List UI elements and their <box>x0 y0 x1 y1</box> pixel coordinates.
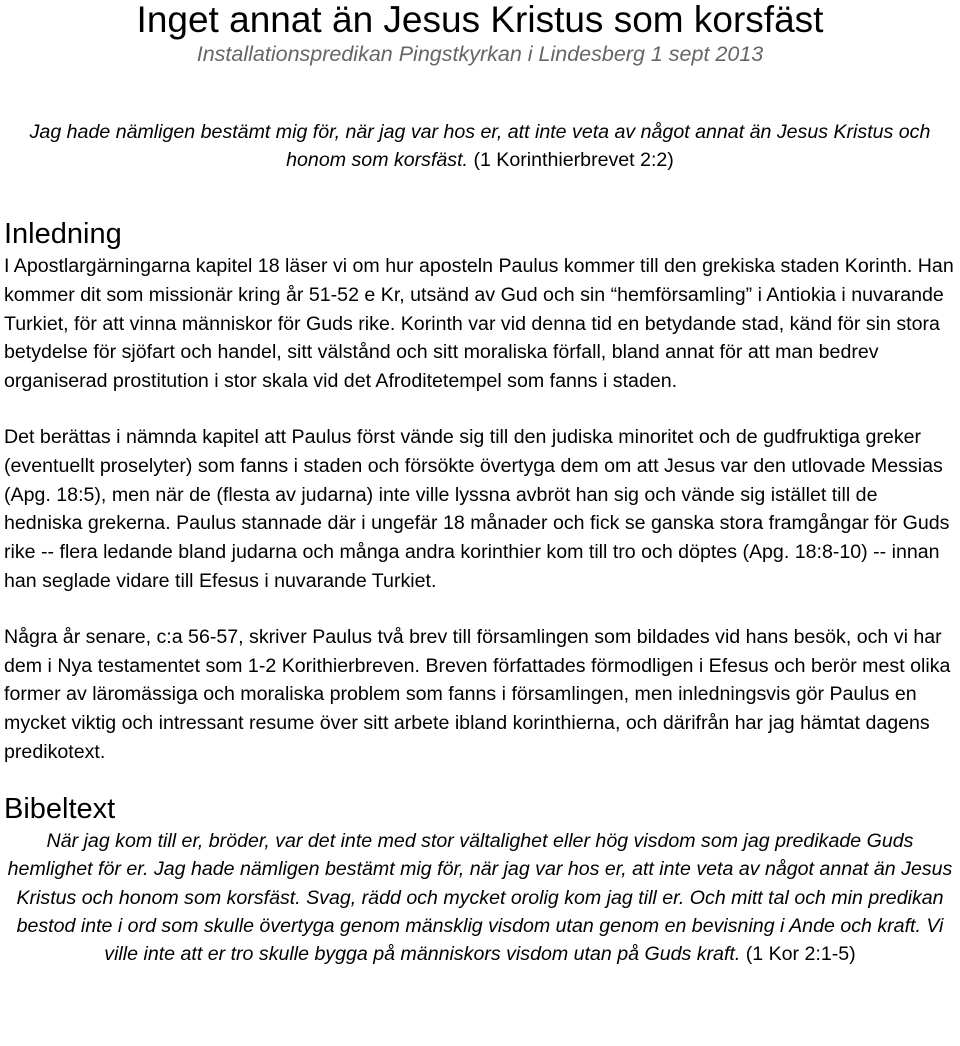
paragraph: Några år senare, c:a 56-57, skriver Paulus två brev till församlingen som bildades vid hans besök, och vi har dem i Nya testamentet som 1-2 Korithierbreven. Breven författades förmodligen i Efesus och berör mest olika former av läromässiga och moraliska problem som fanns i församlingen, men inledningsvis gör Paulus en mycket viktig och intressant resume över sitt arbete ibland korinthierna, och därifrån har jag hämtat dagens predikotext. <box>4 625 951 763</box>
paragraph: Det berättas i nämnda kapitel att Paulus först vände sig till den judiska minoritet och de gudfruktiga greker (eventuellt proselyter) som fanns i staden och försökte övertyga dem om att Jesus var den utlovade Messias (Apg. 18:5), men när de (flesta av judarna) inte ville lyssna avbröt han sig och vände sig istället till de hedniska grekerna. Paulus stannade där i ungefär 18 månader och fick se ganska stora framgångar för Guds rike -- flera ledande bland judarna och många andra korinthier kom till tro och döptes (Apg. 18:8-10) -- innan han seglade vidare till Efesus i nuvarande Turkiet. <box>4 425 950 592</box>
bible-passage <box>4 827 956 969</box>
epigraph <box>24 118 936 174</box>
section-heading-bibeltext: Bibeltext <box>4 792 116 825</box>
paragraph: I Apostlargärningarna kapitel 18 läser vi om hur aposteln Paulus kommer till den grekiska staden Korinth. Han kommer dit som missionär kring år 51-52 e Kr, utsänd av Gud och sin “hemförsamling” i Antiokia i nuvarande Turkiet, för att vinna människor för Guds rike. Korinth var vid denna tid en betydande stad, känd för sin stora betydelse för sjöfart och handel, sitt välstånd och sitt moraliska förfall, bland annat för att man bedrev organiserad prostitution i stor skala vid det Afroditetempel som fanns i staden. <box>4 255 954 393</box>
page-title: Inget annat än Jesus Kristus som korsfäst <box>136 0 824 40</box>
epigraph-quote: Jag hade nämligen bestämt mig för, när jag var hos er, att inte veta av något annat än Jesus Kristus och honom som korsfäst. <box>29 121 931 171</box>
section-heading-inledning: Inledning <box>4 218 122 250</box>
page-subtitle: Installationspredikan Pingstkyrkan i Lindesberg 1 sept 2013 <box>196 42 764 66</box>
bible-passage-quote: När jag kom till er, bröder, var det inte med stor vältalighet eller hög visdom som jag predikade Guds hemlighet för er. Jag hade nämligen bestämt mig för, när jag var hos er, att inte veta av något annat än Jesus Kristus och honom som korsfäst. Svag, rädd och mycket orolig kom jag till er. Och mitt tal och min predikan bestod inte i ord som skulle övertyga genom mänsklig visdom utan genom en bevisning i Ande och kraft. Vi ville inte att er tro skulle bygga på människors visdom utan på Guds kraft. <box>7 829 953 966</box>
bible-passage-reference: (1 Kor 2:1-5) <box>740 943 856 966</box>
epigraph-reference: (1 Korinthierbrevet 2:2) <box>468 149 674 171</box>
